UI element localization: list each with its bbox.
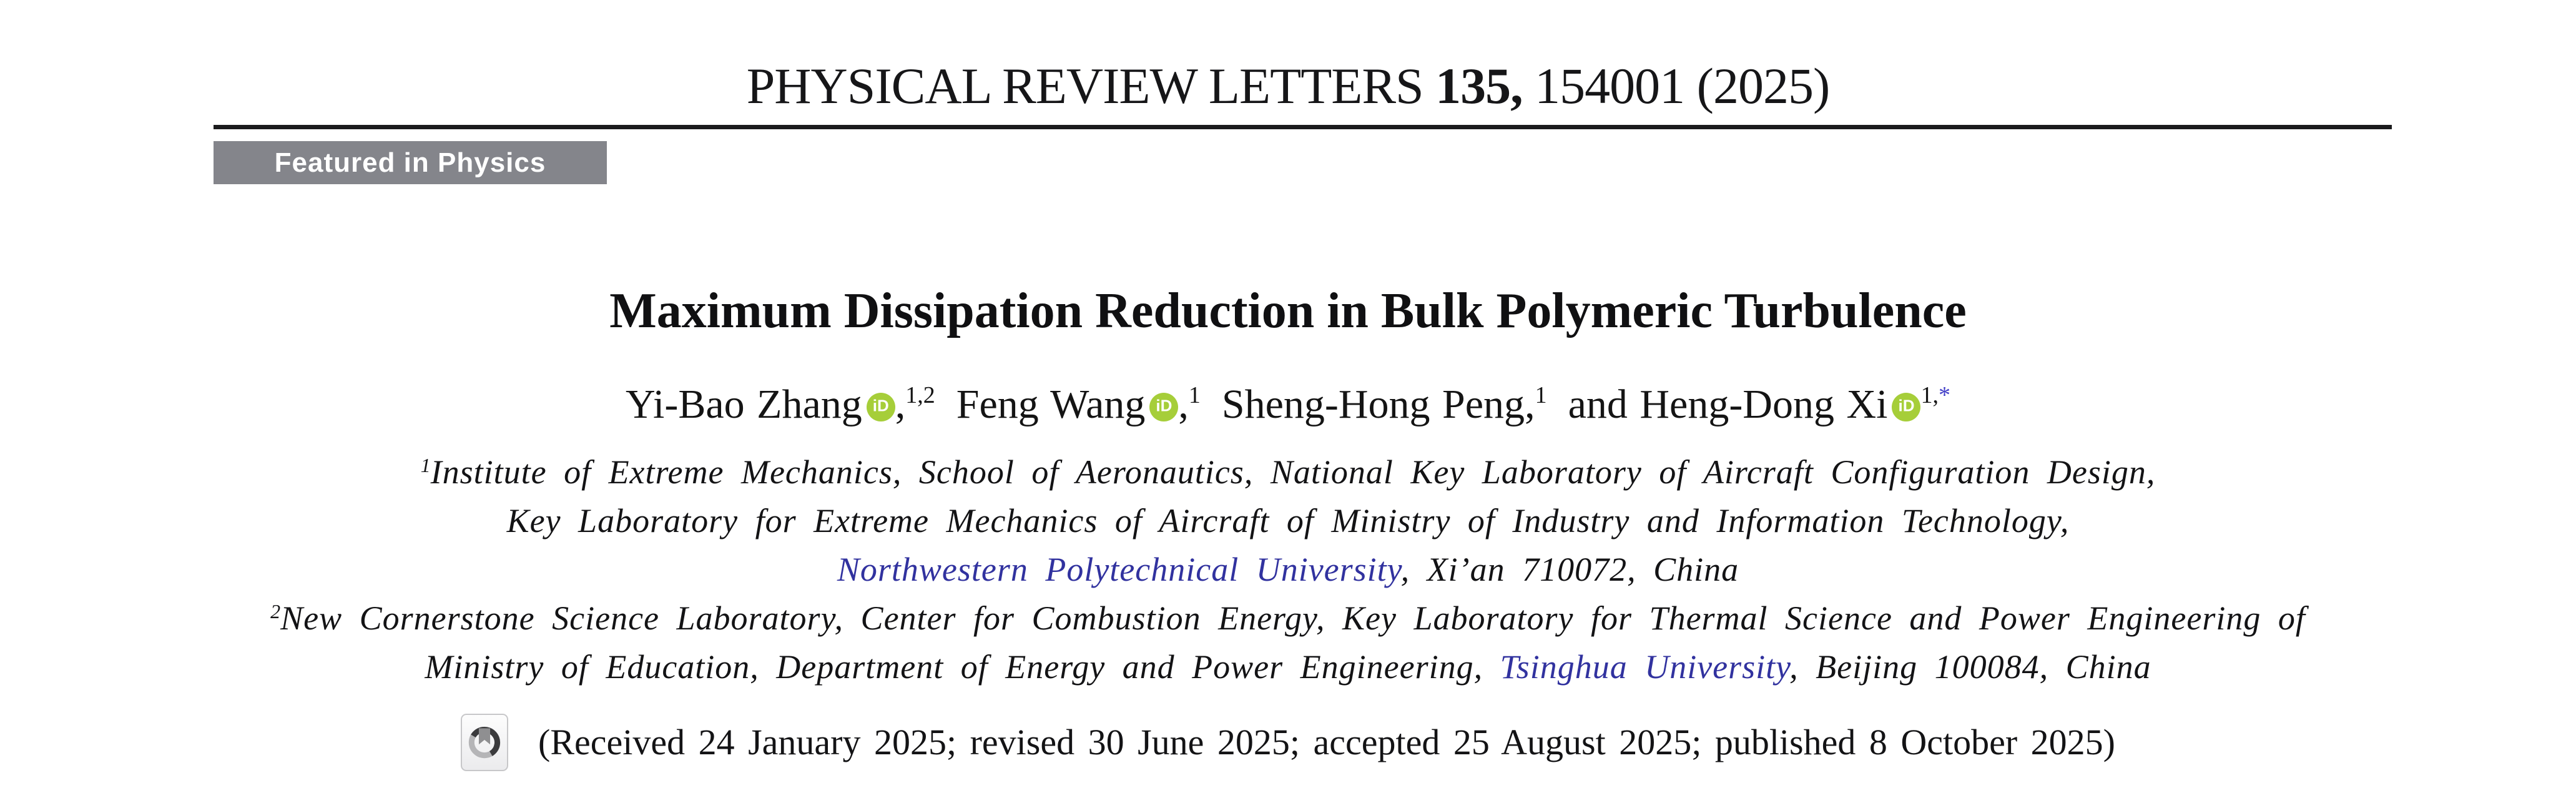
orcid-icon[interactable]: [1149, 393, 1178, 421]
orcid-icon-label: iD: [1898, 396, 1915, 415]
affiliation-number: 1: [420, 454, 431, 477]
author-1: [626, 382, 935, 427]
journal-volume: 135,: [1435, 57, 1523, 114]
journal-article-info: 154001 (2025): [1535, 57, 1830, 114]
author-affiliation-ref: 1: [1535, 382, 1547, 409]
affiliation-ref-number: 1,: [1920, 382, 1939, 409]
featured-in-physics-badge[interactable]: Featured in Physics: [214, 141, 607, 184]
paper-title: Maximum Dissipation Reduction in Bulk Polymeric Turbulence: [609, 283, 1967, 338]
affiliation-text: New Cornerstone Science Laboratory, Center for Combustion Energy, Key Laboratory for Thermal Science and Power Engineering of: [280, 599, 2306, 637]
affiliation-text: Institute of Extreme Mechanics, School of Aeronautics, National Key Laboratory of Aircraft Configuration Design,: [430, 453, 2156, 491]
affiliation-line-3: [0, 545, 2576, 594]
author-4: [1568, 382, 1950, 427]
orcid-icon-label: iD: [872, 396, 889, 415]
affiliation-line-1: [0, 448, 2576, 496]
received-row: [0, 714, 2576, 771]
author-line: [0, 384, 2576, 425]
affiliation-line-2: [0, 496, 2576, 545]
header-rule: [214, 125, 2392, 129]
author-name: and Heng-Dong Xi: [1568, 382, 1888, 427]
affiliation-line-4: [0, 594, 2576, 643]
author-affiliation-ref: 1,2: [905, 382, 935, 409]
author-3: [1222, 382, 1547, 427]
orcid-icon[interactable]: [1892, 393, 1920, 421]
journal-name: PHYSICAL REVIEW LETTERS: [746, 57, 1423, 114]
university-link[interactable]: Northwestern Polytechnical University: [837, 551, 1401, 588]
author-separator: ,: [1178, 382, 1189, 427]
university-link[interactable]: Tsinghua University: [1500, 648, 1790, 686]
author-name: Feng Wang: [956, 382, 1146, 427]
author-separator: ,: [895, 382, 906, 427]
journal-header: [0, 57, 2576, 114]
affiliation-text: Key Laboratory for Extreme Mechanics of Aircraft of Ministry of Industry and Information Technology,: [506, 502, 2070, 539]
author-affiliation-ref: 1: [1188, 382, 1201, 409]
affiliations-block: [0, 448, 2576, 691]
affiliation-line-5: [0, 643, 2576, 691]
affiliation-text: , Xi’an 710072, China: [1400, 551, 1739, 588]
author-2: [956, 382, 1201, 427]
orcid-icon[interactable]: [867, 393, 895, 421]
received-dates-text: (Received 24 January 2025; revised 30 June 2025; accepted 25 August 2025; published 8 October 2025): [538, 722, 2115, 762]
orcid-icon-label: iD: [1156, 396, 1172, 415]
affiliation-text: , Beijing 100084, China: [1789, 648, 2151, 686]
author-name: Yi-Bao Zhang: [626, 382, 862, 427]
corresponding-author-footnote-link[interactable]: *: [1938, 382, 1950, 409]
affiliation-number: 2: [270, 600, 281, 623]
affiliation-text: Ministry of Education, Department of Energy and Power Engineering,: [425, 648, 1500, 686]
crossmark-check-for-updates-icon[interactable]: [461, 714, 508, 771]
author-affiliation-ref: [1920, 382, 1950, 408]
author-name: Sheng-Hong Peng: [1221, 382, 1525, 427]
author-separator: ,: [1525, 382, 1535, 427]
